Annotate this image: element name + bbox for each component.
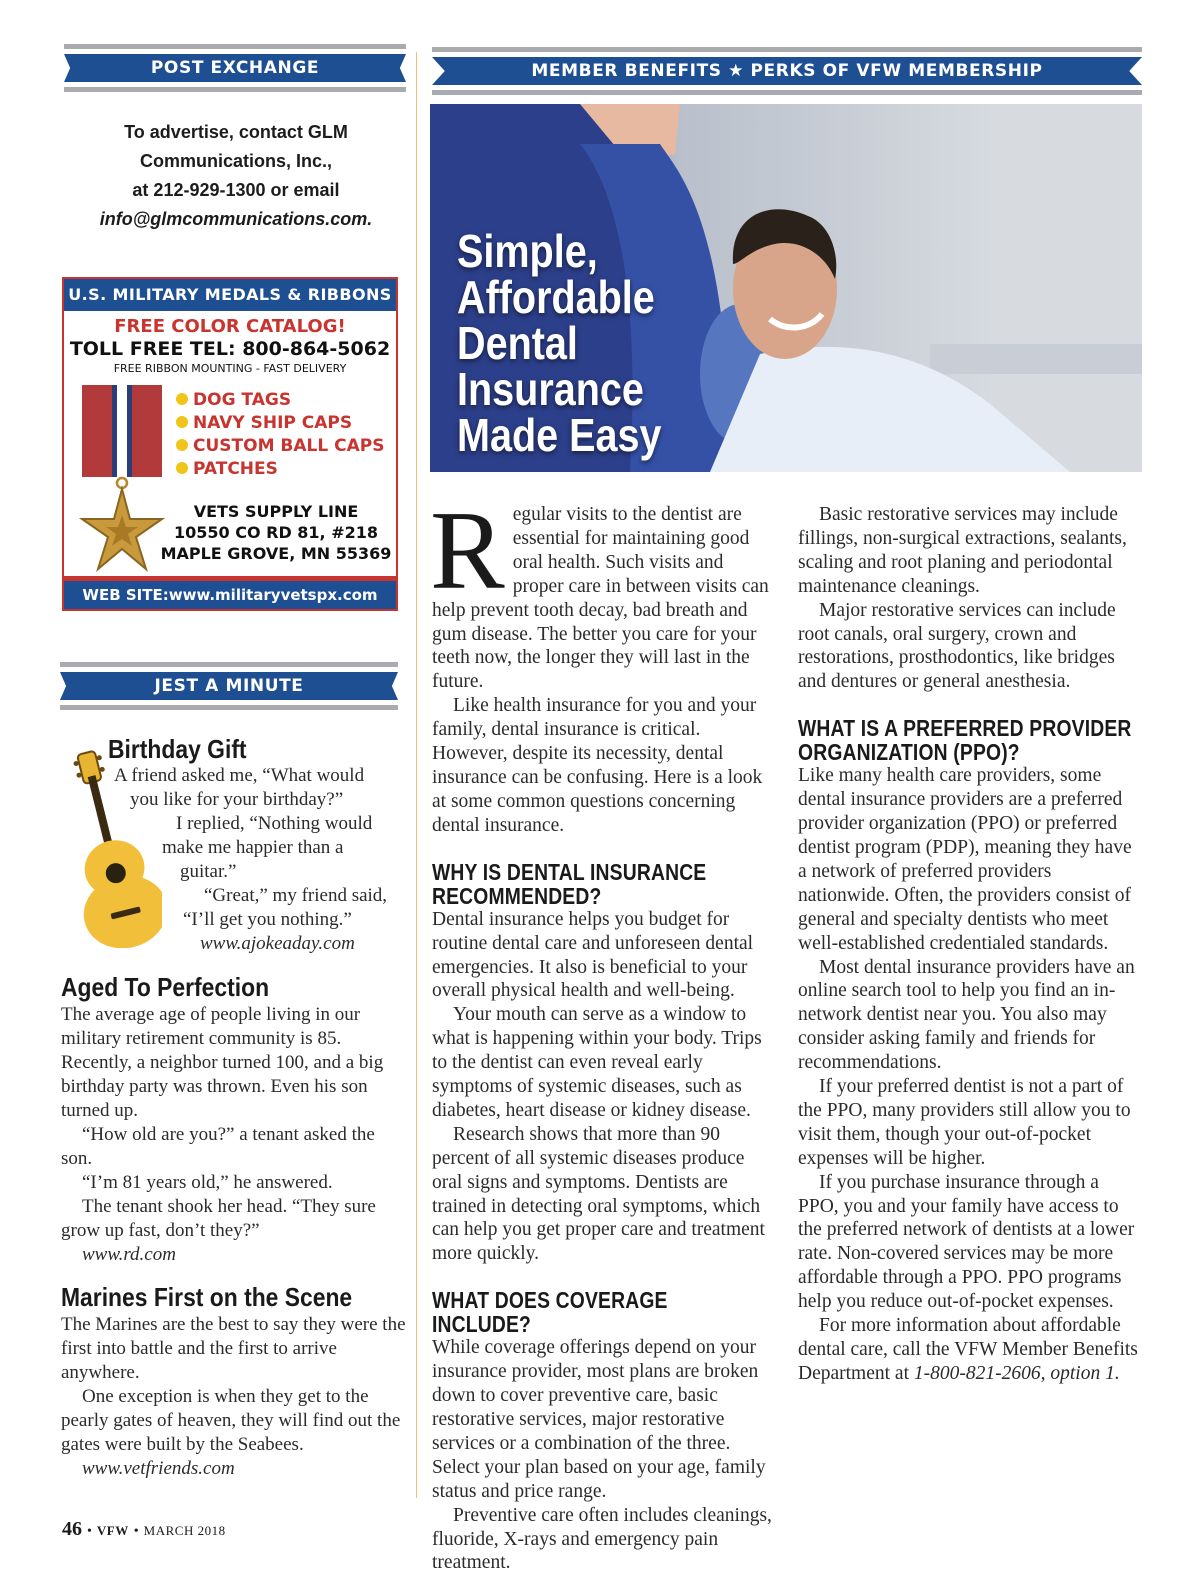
- birthday-gift-joke: [108, 764, 408, 956]
- contact-line-2: Communications, Inc.,: [139, 151, 333, 171]
- joke-paragraph: The average age of people living in our military retirement community is 85. Recently, a neighbor turned 100, and a big birthday party was thrown. Even his son turned up.: [61, 1004, 384, 1121]
- joke-line: make me happier than a: [162, 837, 344, 858]
- joke-line: you like for your birthday?”: [130, 789, 344, 810]
- article-column-1: [430, 489, 772, 1575]
- article-paragraph: If your preferred dentist is not a part of the PPO, many providers still allow you to visit them, though your out-of-pocket expenses will be higher.: [798, 1076, 1131, 1169]
- title-line: Dental: [457, 317, 578, 369]
- ad-address: [160, 501, 392, 564]
- jest-a-minute-banner: [60, 662, 398, 710]
- article-paragraph: Major restorative services can include root canals, oral surgery, crown and restorations, prosthodontics, like bridges and dentures or general anesthesia.: [798, 599, 1116, 693]
- article-intro: Regular visits to the dentist are essential for maintaining good oral health. Such visits and proper care in between visits can help prevent tooth decay, bad breath and gum disease. The better you care for your teeth now, the longer they will last in the future.: [430, 489, 769, 693]
- joke-paragraph: The tenant shook her head. “They sure grow up fast, don’t they?”: [61, 1196, 376, 1241]
- article-paragraph: Your mouth can serve as a window to what is happening within your body. Trips to the dentist can even reveal early symptoms of systemic diseases, such as diabetes, heart disease or kidney disease.: [432, 1004, 762, 1121]
- title-line: Insurance: [457, 363, 644, 415]
- ad-website: WEB SITE:www.militaryvetspx.com: [64, 581, 396, 609]
- title-line: Affordable: [457, 271, 655, 323]
- joke-line: A friend asked me, “What would: [114, 765, 365, 786]
- article-paragraph: Preventive care often includes cleanings, fluoride, X-rays and emergency pain treatment.: [432, 1504, 772, 1574]
- bullet-dot-icon: [176, 462, 188, 474]
- title-line: Made Easy: [457, 409, 662, 461]
- birthday-source: www.ajokeaday.com: [200, 933, 355, 954]
- birthday-gift-title: Birthday Gift: [108, 734, 247, 764]
- page-number: 46: [62, 1518, 82, 1540]
- ad-product-item: NAVY SHIP CAPS: [176, 412, 384, 435]
- magazine-name: VFW: [96, 1523, 129, 1538]
- section-heading: WHY IS DENTAL INSURANCE RECOMMENDED?: [432, 858, 707, 909]
- joke-paragraph: “I’m 81 years old,” he answered.: [82, 1172, 333, 1193]
- article-paragraph: If you purchase insurance through a PPO, you and your family have access to the preferred network of dentists at a lower rate. Non-covered services may be more affordable through a PPO. PPO programs help you reduce out-of-pocket expenses.: [798, 1171, 1135, 1313]
- member-benefits-label: MEMBER BENEFITS ★ PERKS OF VFW MEMBERSHIP: [531, 61, 1043, 81]
- folio-separator: •: [87, 1524, 92, 1539]
- page-folio: [62, 1518, 226, 1541]
- ad-address-line: 10550 CO RD 81, #218: [173, 523, 379, 542]
- ad-address-line: MAPLE GROVE, MN 55369: [160, 544, 392, 563]
- article-paragraph: Basic restorative services may include fillings, non-surgical extractions, sealants, scaling and root planing and periodontal maintenance cleanings.: [798, 504, 1127, 597]
- marines-first-joke: [61, 1313, 406, 1481]
- article-paragraph: Like health insurance for you and your family, dental insurance is critical. However, despite its necessity, dental insurance can be confusing. Here is a look at some common questions concerning dental insurance.: [432, 695, 763, 836]
- contact-line-1: To advertise, contact GLM: [124, 122, 348, 142]
- contact-line-3: at 212-929-1300 or email: [132, 180, 340, 200]
- article-paragraph: Most dental insurance providers have an online search tool to help you find an in-network dentist near you. You also may consider asking family and friends for recommendations.: [798, 956, 1135, 1074]
- column-divider: [416, 52, 417, 1498]
- ad-product-list: [176, 389, 384, 481]
- post-exchange-banner: [64, 44, 406, 92]
- joke-line: “I’ll get you nothing.”: [183, 909, 352, 930]
- section-heading: WHAT IS A PREFERRED PROVIDER ORGANIZATION (PPO)?: [798, 715, 1132, 766]
- article-paragraph: Dental insurance helps you budget for routine dental care and unforeseen dental emergencies. It also is beneficial to your overall physical health and well-being.: [432, 908, 754, 1002]
- folio-separator: •: [133, 1524, 139, 1539]
- military-medals-ad: [62, 277, 398, 611]
- section-heading: WHAT DOES COVERAGE INCLUDE?: [432, 1287, 668, 1338]
- drop-cap: R: [430, 489, 505, 613]
- joke-paragraph: “How old are you?” a tenant asked the son.: [61, 1124, 375, 1169]
- article-paragraph: While coverage offerings depend on your insurance provider, most plans are broken down to cover preventive care, basic restorative services, major restorative services or a combination of the three. Select your plan based on your age, family status and price range.: [432, 1337, 766, 1502]
- benefits-phone: 1-800-821-2606, option 1.: [913, 1362, 1120, 1384]
- joke-line: “Great,” my friend said,: [204, 885, 388, 906]
- ad-free-catalog: FREE COLOR CATALOG!: [114, 316, 346, 337]
- ad-address-line: VETS SUPPLY LINE: [193, 502, 359, 521]
- article-closing: For more information about affordable dental care, call the VFW Member Benefits Department at 1-800-821-2606, option 1.: [798, 1315, 1138, 1384]
- joke-line: I replied, “Nothing would: [176, 813, 373, 834]
- ad-toll-free: TOLL FREE TEL: 800-864-5062: [69, 338, 391, 360]
- ad-product-item: PATCHES: [176, 458, 384, 481]
- member-benefits-banner: [432, 47, 1142, 95]
- marines-first-title: Marines First on the Scene: [61, 1282, 353, 1312]
- article-paragraph: Like many health care providers, some dental insurance providers are a preferred provider organization (PPO) or preferred dentist program (PDP), meaning they have a network of preferred providers nationwide. Often, the providers consist of general and specialty dentists who meet well-established credentialed standards.: [798, 765, 1132, 954]
- ad-product-item: CUSTOM BALL CAPS: [176, 435, 384, 458]
- post-exchange-label: POST EXCHANGE: [150, 58, 320, 78]
- bullet-dot-icon: [176, 393, 188, 405]
- joke-paragraph: The Marines are the best to say they were the first into battle and the first to arrive anywhere.: [61, 1314, 406, 1383]
- bullet-dot-icon: [176, 439, 188, 451]
- article-column-2: [798, 503, 1142, 1386]
- bullet-dot-icon: [176, 416, 188, 428]
- ad-ribbon-note: FREE RIBBON MOUNTING - FAST DELIVERY: [113, 362, 347, 375]
- aged-to-perfection-joke: [61, 1003, 406, 1267]
- issue-date: MARCH 2018: [143, 1523, 226, 1538]
- contact-email: info@glmcommunications.com.: [99, 209, 373, 229]
- ad-header: U.S. MILITARY MEDALS & RIBBONS: [64, 279, 396, 311]
- article-paragraph: Research shows that more than 90 percent of all systemic diseases produce oral signs and symptoms. Dentists are trained in detecting oral symptoms, which can help you get proper care and treatment more quickly.: [432, 1123, 765, 1265]
- aged-to-perfection-title: Aged To Perfection: [61, 972, 270, 1002]
- marines-source: www.vetfriends.com: [82, 1458, 235, 1479]
- ad-product-item: DOG TAGS: [176, 389, 384, 412]
- jest-a-minute-label: JEST A MINUTE: [154, 676, 304, 696]
- title-line: Simple,: [457, 225, 598, 277]
- advertising-contact: [64, 118, 408, 234]
- article-title: [457, 225, 662, 461]
- aged-source: www.rd.com: [82, 1244, 176, 1265]
- joke-line: guitar.”: [180, 861, 237, 882]
- joke-paragraph: One exception is when they get to the pearly gates of heaven, they will find out the gates were built by the Seabees.: [61, 1386, 401, 1455]
